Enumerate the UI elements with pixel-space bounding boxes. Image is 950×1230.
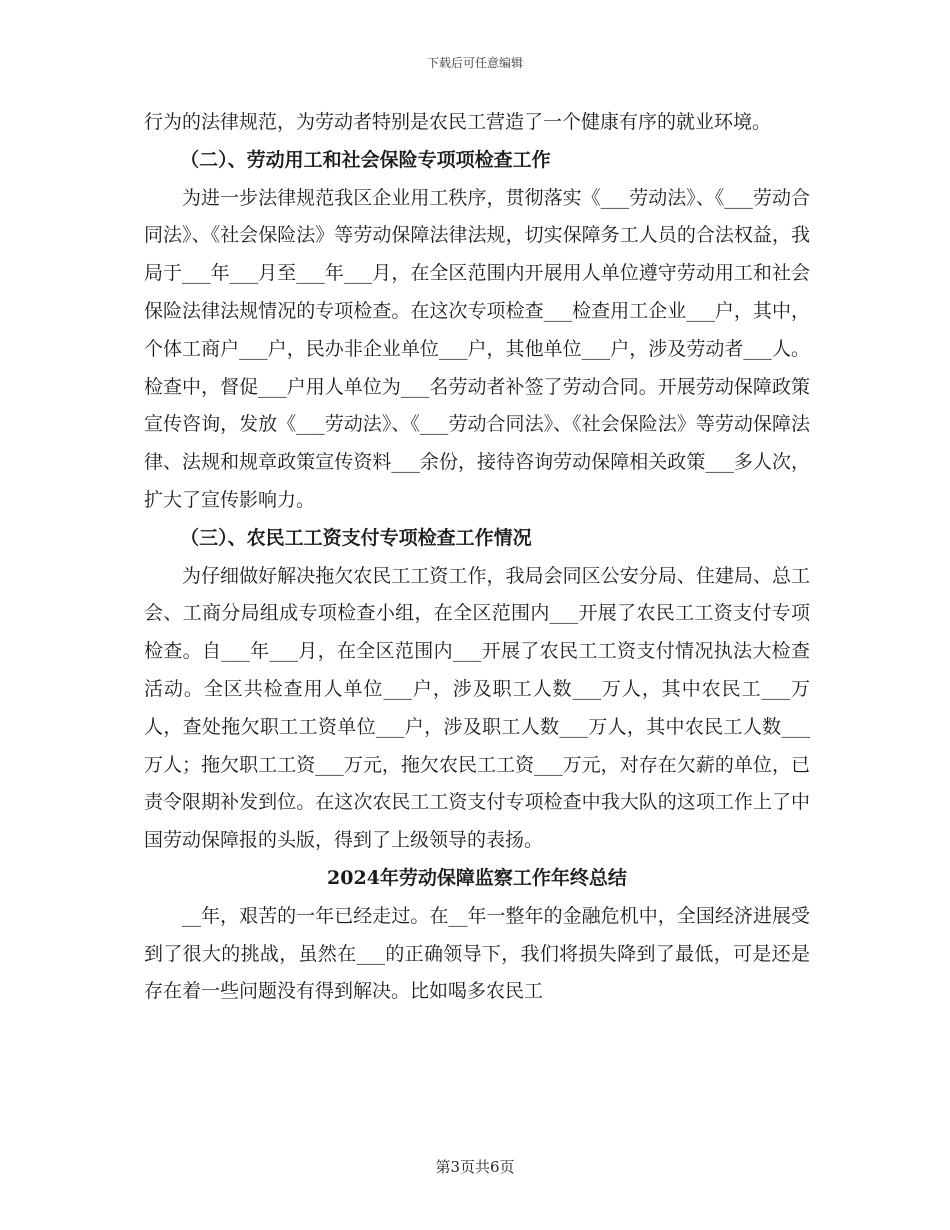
section-heading-2: （二）、劳动用工和社会保险专项项检查工作 [180,148,551,171]
section-heading-3: （三）、农民工工资支付专项检查工作情况 [180,526,532,549]
page-number: 第3页共6页 [435,1158,515,1176]
document-title: 2024年劳动保障监察工作年终总结 [327,866,627,889]
document-body [144,104,810,1011]
paragraph-continued: 行为的法律规范，为劳动者特别是农民工营造了一个健康有序的就业环境。 [144,111,772,133]
paragraph-labor-inspection: 为进一步法律规范我区企业用工秩序，贯彻落实《___劳动法》、《___劳动合同法》、《社会保险法》等劳动保障法律法规，切实保障务工人员的合法权益，我局于___年___月至___年___月，在全区范围内开展用人单位遵守劳动用工和社会保险法律法规情况的专项检查。在这次专项检查___检查用工企业___户，其中，个体工商户___户，民办非企业单位___户，其他单位___户，涉及劳动者___人。检查中，督促___户用人单位为___名劳动者补签了劳动合同。开展劳动保障政策宣传咨询，发放《___劳动法》、《___劳动合同法》、《社会保险法》等劳动保障法律、法规和规章政策宣传资料___余份，接待咨询劳动保障相关政策___多人次，扩大了宣传影响力。 [144,186,810,511]
paragraph-summary-intro: __年，艰苦的一年已经走过。在__年一整年的金融危机中，全国经济进展受到了很大的挑战，虽然在___的正确领导下，我们将损失降到了最低，可是还是存在着一些问题没有得到解决。比如喝多农民工 [144,904,810,1003]
paragraph-wage-inspection: 为仔细做好解决拖欠农民工工资工作，我局会同区公安分局、住建局、总工会、工商分局组成专项检查小组，在全区范围内___开展了农民工工资支付专项检查。自___年___月，在全区范围内___开展了农民工工资支付情况执法大检查活动。全区共检查用人单位___户，涉及职工人数___万人，其中农民工___万人，查处拖欠职工工资单位___户，涉及职工人数___万人，其中农民工人数___万人；拖欠职工工资___万元，拖欠农民工工资___万元，对存在欠薪的单位，已责令限期补发到位。在这次农民工工资支付专项检查中我大队的这项工作上了中国劳动保障报的头版，得到了上级领导的表扬。 [144,564,810,852]
page-header-note: 下载后可任意编辑 [426,56,523,70]
